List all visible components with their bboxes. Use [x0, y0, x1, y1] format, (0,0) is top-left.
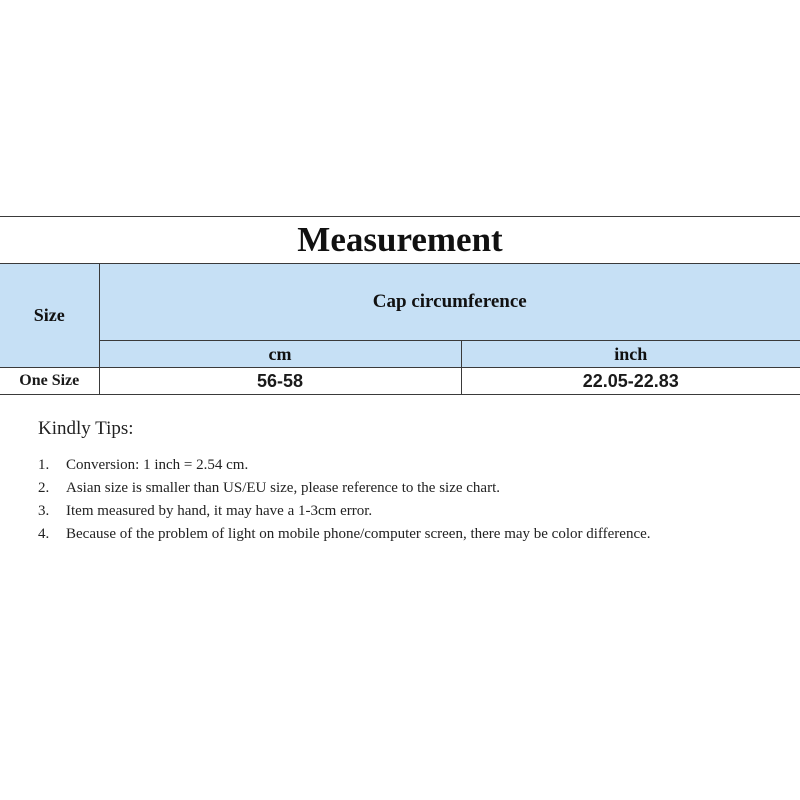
- kindly-tips: [38, 418, 738, 546]
- list-item-number: 2.: [38, 480, 50, 496]
- list-item-text: Item measured by hand, it may have a 1-3cm error.: [66, 503, 373, 519]
- title-row: [0, 217, 800, 264]
- inch-value-cell: 22.05-22.83: [461, 368, 800, 395]
- cap-circumference-header: Cap circumference: [99, 264, 800, 341]
- inch-column-header: inch: [461, 341, 800, 368]
- tips-heading: Kindly Tips:: [38, 418, 134, 439]
- list-item-text: Because of the problem of light on mobile phone/computer screen, there may be color difference.: [66, 526, 651, 542]
- list-item: [38, 523, 738, 546]
- list-item-number: 4.: [38, 526, 50, 542]
- cm-column-header: cm: [99, 341, 461, 368]
- list-item-number: 1.: [38, 457, 50, 473]
- list-item: [38, 477, 738, 500]
- unit-header-row: [0, 341, 800, 368]
- size-cell: One Size: [0, 368, 99, 395]
- list-item-text: Asian size is smaller than US/EU size, please reference to the size chart.: [66, 480, 500, 496]
- cm-value-cell: 56-58: [99, 368, 461, 395]
- size-column-header: Size: [0, 264, 99, 368]
- header-row: [0, 264, 800, 341]
- measurement-table: [0, 216, 800, 395]
- table-row: [0, 368, 800, 395]
- tips-list: [38, 454, 738, 546]
- list-item: [38, 500, 738, 523]
- table-title: Measurement: [0, 217, 800, 264]
- list-item-text: Conversion: 1 inch = 2.54 cm.: [66, 457, 249, 473]
- list-item: [38, 454, 738, 477]
- list-item-number: 3.: [38, 503, 50, 519]
